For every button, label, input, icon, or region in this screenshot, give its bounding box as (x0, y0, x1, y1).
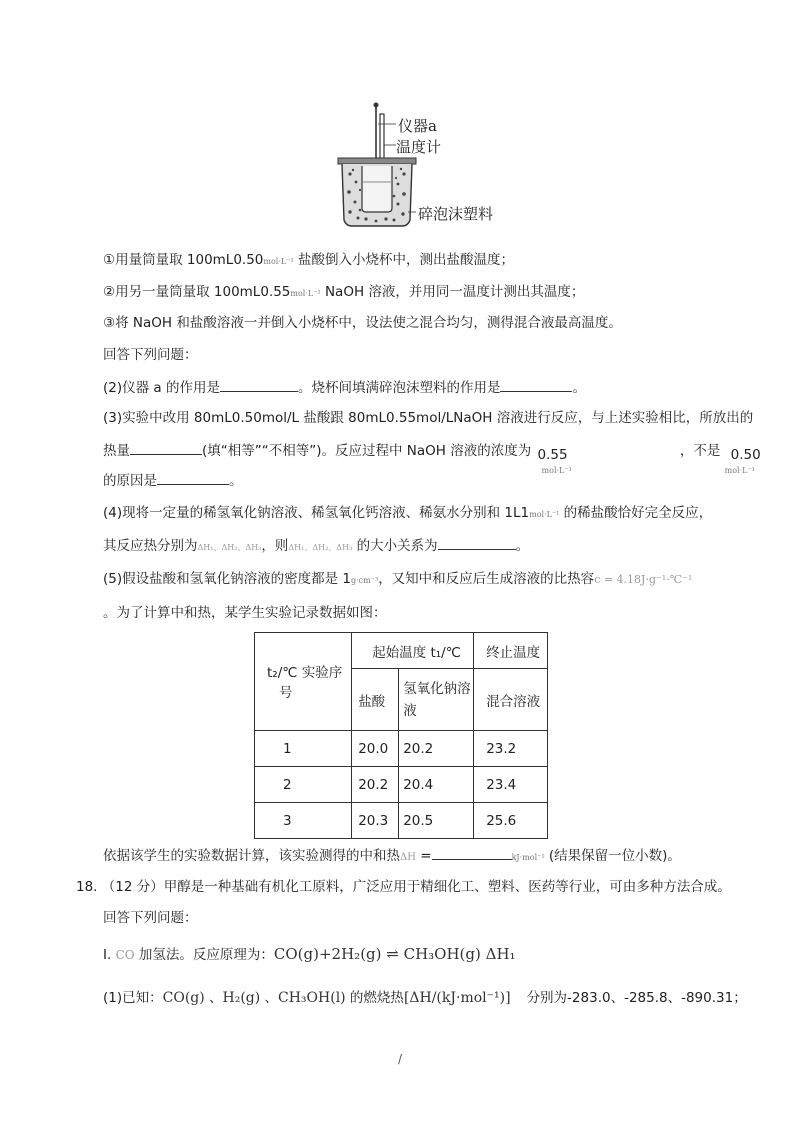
table-header-row (255, 633, 548, 669)
question-3-line-1: (3)实验中改用 80mL0.50mol/L 盐酸跟 80mL0.55mol/LNaOH 溶液进行反应，与上述实验相比，所放出的 (103, 410, 754, 426)
table-row: 2 20.2 20.4 23.4 (255, 767, 548, 803)
step-3: ③将 NaOH 和盐酸溶液一并倒入小烧杯中，设法使之混合均匀，测得混合液最高温度。 (103, 315, 622, 331)
problem-18-prompt: 回答下列问题： (103, 910, 198, 926)
table-row: 1 20.0 20.2 23.2 (255, 731, 548, 767)
question-5-line-3: 依据该学生的实验数据计算，该实验测得的中和热ΔH = kJ·mol⁻¹ (结果保留一位小数)。 (103, 845, 681, 868)
formula-co: CO (115, 948, 135, 962)
formula-ch3oh-l: CH₃OH(l) (278, 990, 346, 1006)
question-5-line-2: 。为了计算中和热，某学生实验记录数据如图： (103, 605, 387, 621)
unit-mol-per-l: mol·L⁻¹ (724, 466, 755, 475)
table-row: 3 20.3 20.5 25.6 (255, 803, 548, 839)
header-mix: 混合溶液 (474, 669, 548, 731)
formula-co-g: CO(g) (162, 990, 205, 1006)
answer-blank[interactable] (130, 440, 202, 455)
header-naoh: 氢氧化钠溶液 (399, 669, 474, 731)
header-end-temp: 终止温度 (474, 633, 548, 669)
unit-mol-per-l: mol·L⁻¹ (263, 257, 294, 266)
answer-blank[interactable] (500, 377, 572, 392)
formula-h2-g: H₂(g) (222, 990, 261, 1006)
formula-delta-h: ΔH (400, 852, 416, 863)
question-3-line-2: 热量 (填“相等”“不相等”)。反应过程中 NaOH 溶液的浓度为 mol·L⁻¹ 0.55 ，不是 mol·L⁻¹ 0.50 (103, 440, 759, 461)
formula-dh-set: ΔH₁、ΔH₂、ΔH₃ (197, 543, 262, 552)
page-mark: / (398, 1052, 403, 1066)
question-2: (2)仪器 a 的作用是 。烧杯间填满碎泡沫塑料的作用是 。 (103, 377, 586, 398)
formula-combustion-heat-unit: [ΔH/(kJ·mol⁻¹)] (403, 990, 511, 1006)
concentration-value: 0.50 (730, 447, 761, 463)
section-i: Ⅰ. CO 加氢法。反应原理为：CO(g)+2H₂(g) ⇌ CH₃OH(g) ΔH₁ (103, 945, 516, 963)
header-corner: t₂/℃ 实验序 号 (255, 633, 352, 731)
question-5-line-1: (5)假设盐酸和氢氧化钠溶液的密度都是 1g·cm⁻³，又知中和反应后生成溶液的比热容c = 4.18J·g⁻¹·℃⁻¹ (103, 571, 693, 587)
answer-blank[interactable] (432, 845, 512, 860)
step-1: ①用量筒量取 100mL0.50mol·L⁻¹ 盐酸倒入小烧杯中，测出盐酸温度； (103, 252, 514, 268)
unit-density: g·cm⁻³ (351, 576, 379, 585)
unit-mol-per-l: mol·L⁻¹ (541, 466, 572, 475)
label-thermometer: 温度计 (396, 138, 442, 156)
question-18-1: (1)已知：CO(g) 、H₂(g) 、CH₃OH(l) 的燃烧热[ΔH/(kJ·mol⁻¹)] 分别为-283.0、-285.8、-890.31； (103, 990, 747, 1006)
label-instrument-a: 仪器a (398, 117, 437, 135)
unit-mol-per-l: mol·L⁻¹ (529, 510, 560, 519)
data-table (254, 632, 548, 839)
reaction-equation: CO(g)+2H₂(g) ⇌ CH₃OH(g) ΔH₁ (273, 945, 516, 963)
formula-dh-set: ΔH₁、ΔH₂、ΔH₃ (288, 543, 353, 552)
answer-prompt: 回答下列问题： (103, 347, 198, 363)
answer-blank[interactable] (220, 377, 298, 392)
question-4-line-2: 其反应热分别为ΔH₁、ΔH₂、ΔH₃，则ΔH₁、ΔH₂、ΔH₃ 的大小关系为 。 (103, 535, 529, 558)
unit-kj-per-mol: kJ·mol⁻¹ (511, 853, 545, 862)
header-hcl: 盐酸 (352, 669, 399, 731)
step-2: ②用另一量筒量取 100mL0.55mol·L⁻¹ NaOH 溶液，并用同一温度计测出其温度； (103, 284, 585, 300)
problem-18: 18. （12 分）甲醇是一种基础有机化工原料，广泛应用于精细化工、塑料、医药等行业，可由多种方法合成。 (76, 879, 731, 895)
answer-blank[interactable] (438, 535, 516, 550)
unit-mol-per-l: mol·L⁻¹ (290, 289, 321, 298)
concentration-value: 0.55 (537, 447, 568, 463)
formula-specific-heat: c = 4.18J·g⁻¹·℃⁻¹ (594, 573, 693, 586)
answer-blank[interactable] (157, 470, 229, 485)
label-foam: 碎泡沫塑料 (418, 205, 494, 223)
question-3-line-3: 的原因是 。 (103, 470, 243, 491)
header-start-temp: 起始温度 t₁/℃ (352, 633, 474, 669)
question-4-line-1: (4)现将一定量的稀氢氧化钠溶液、稀氢氧化钙溶液、稀氨水分别和 1L1mol·L⁻¹ 的稀盐酸恰好完全反应， (103, 505, 713, 521)
